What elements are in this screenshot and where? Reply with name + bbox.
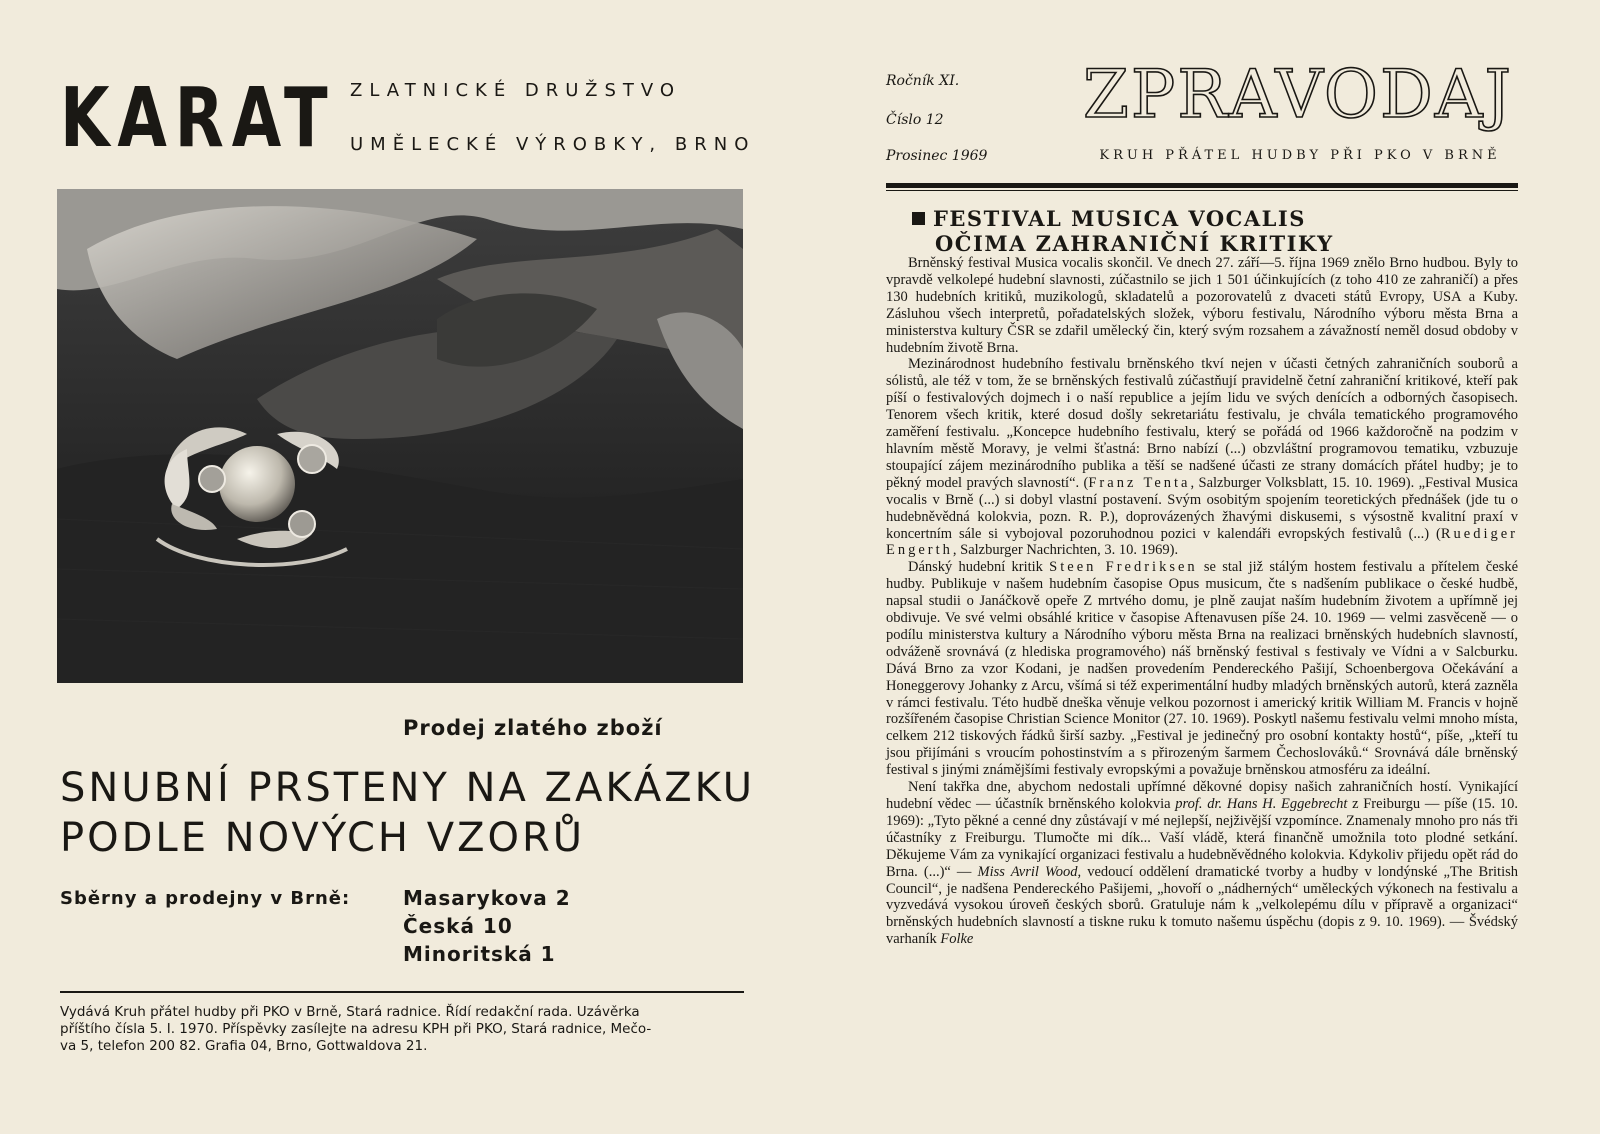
paragraph-text: se stal již stálým hostem festivalu a přítelem české hudby. Publikuje v našem hudebním časopise Opus musicum, čte s nadšením publikace o české hudbě, napsal studii o Janáčkově opeře Z mrtvého domu, je plně zaujat naším hudebním životem a upřímně jej obdivuje. Ve své velmi obsáhlé kritice v časopise Aftenavusen píše 24. 10. 1969 — velmi zasvěceně — o podílu ministerstva kultury a Národního výboru města Brna na realizaci brněnských hudebních slavností, odváženě srovnává (z hlediska programového) náš brněnský festival s festivaly ve Vídni a v Salcburku. Dává Brno za vzor Kodani, je nadšen provedením Pendereckého Pašijí, Schoenbergova Očekávání a Honeggerovy Johanky z Arcu, všímá si též experimentální hudby mladých brněnských autorů, která zazněla v rámci festivalu. Této hudbě dneška věnuje velkou pozornost i americký kritik William M. Francis v hojně rozšířeném časopise Christian Science Monitor (27. 10. 1969). Poskytl našemu festivalu velmi mnoho místa, celkem 212 tiskových řádků širší sazby. „Festival je jedinečný pro osobní kontakty hostů“, píše, „kteří tu jsou přijímáni s vroucím pohostinstvím a s přirozeným šarmem Čechoslováků.“ Srovnává dále brněnský festival s jinými známějšími festivaly evropskými a považuje brněnskou atmosféru za ideální. <box>886 559 1518 779</box>
ring-photo <box>57 189 743 683</box>
volume-number: Ročník XI. <box>886 73 960 89</box>
sale-line: Prodej zlatého zboží <box>403 716 663 740</box>
critic-name: Steen Fredriksen <box>1049 559 1198 576</box>
paragraph-text: Dánský hudební kritik <box>908 559 1050 576</box>
shops-label: Sběrny a prodejny v Brně: <box>60 888 351 909</box>
headline-line-1: SNUBNÍ PRSTENY NA ZAKÁZKU <box>60 765 756 811</box>
paragraph-text: Mezinárodnost hudebního festivalu brněnského tkví nejen v účasti četných zahraničních souborů a sólistů, ale též v tom, že se brněnských festivalů zúčastňují pravidelně četní zahraniční kritikové, kteří pak píší o festivalových dojmech i o naší republice a jejím lidu ve svých denících a odborných časopisech. Tenorem všech kritik, které dosud došly sekretariátu festivalu, je chvála tematického programového zaměření festivalu. „Koncepce hudebního festivalu, který se pořádá od 1966 každoročně na podzim v hlavním městě Moravy, je velmi šťastná: Brno nabízí (...) obzvláštní programovou tematiku, vzbuzuje stoupající zájem mezinárodního publika a těší se nadšené účasti ze strany domácích přátel hudby; je to pěkný model pravých slavností“. ( <box>886 356 1518 491</box>
karat-logo: KARAT <box>60 71 336 166</box>
article-title-line-2: OČIMA ZAHRANIČNÍ KRITIKY <box>935 231 1334 256</box>
person-name: Miss Avril Wood, <box>977 863 1082 880</box>
brand-subtitle-products: UMĚLECKÉ VÝROBKY, BRNO <box>350 134 756 155</box>
shops-list <box>403 884 571 968</box>
person-name: Folke <box>940 931 974 948</box>
issue-number: Číslo 12 <box>886 112 944 128</box>
paragraph-text: z Freiburgu — píše (15. 10. 1969): „Tyto pěkné a cenné dny zůstávají v mé nejlepší, nejživější vzpomínce. Znamenaly mnoho pro nás tři účastníky z Freiburgu. Tlumočte mi dík... Vaší vládě, která finančně umožnila toto plodné setkání. Děkujeme Vám za vynikající organizaci festivalu a hudebněvědného kolokvia. Kdykoliv přijedu opět rád do Brna. (...)“ — <box>886 796 1518 880</box>
article-paragraph <box>886 356 1518 559</box>
paragraph-text: vedoucí oddělení dramatické tvorby a hudby v londýnské „The British Council“, je nadšena Pendereckého Pašijemi, „hovoří o „nádherných“ uměleckých výkonech na festivalu a vyzvedává vysokou úroveň českých sborů. Gratuluje nám k „velkolepému dílu v přípravě a organizaci“ brněnských hudebních slavností a tiskne ruku k tomuto našemu úspěchu (dopis z 9. 10. 1969). — Švédský varhaník <box>886 863 1518 948</box>
masthead-subtitle: KRUH PŘÁTEL HUDBY PŘI PKO V BRNĚ <box>1099 148 1501 163</box>
article-body <box>886 255 1518 948</box>
person-name: prof. dr. Hans H. Eggebrecht <box>1175 796 1348 812</box>
shop-address: Masarykova 2 <box>403 886 571 910</box>
divider <box>60 991 744 993</box>
imprint-line: va 5, telefon 200 82. Grafia 04, Brno, Gottwaldova 21. <box>60 1038 428 1054</box>
article-title <box>912 206 1334 256</box>
imprint <box>60 1004 710 1055</box>
article-paragraph <box>886 779 1518 948</box>
masthead-rule <box>886 183 1518 188</box>
square-bullet-icon <box>912 212 925 225</box>
article-paragraph <box>886 559 1518 779</box>
imprint-line: příštího čísla 5. I. 1970. Příspěvky zasílejte na adresu KPH při PKO, Stará radnice, Mečo- <box>60 1021 652 1037</box>
article-paragraph: Brněnský festival Musica vocalis skončil. Ve dnech 27. září—5. října 1969 znělo Brno hudbou. Byly to vpravdě velkolepé hudební slavnosti, zúčastnilo se jich 1 501 účinkujících (z toho 410 ze zahraničí) a přes 130 hudebních kritiků, muzikologů, skladatelů a pozorovatelů z dvaceti států Evropy, USA a Kuby. Zásluhou všech interpretů, pořadatelských složek, výboru festivalu, Národního výboru města Brna a ministerstva kultury ČSR se zdařil umělecký čin, který svým rozsahem a závažností neměl dosud obdoby v hudebním životě Brna. <box>886 255 1518 356</box>
paragraph-text: , Salzburger Volksblatt, 15. 10. 1969). „Festival Musica vocalis v Brně (...) si dobyl vlastní postavení. Svým osobitým spojením teoretických přednášek (jde tu o hudebněvědná kolokvia, pozn. R. P.), doprovázených žhavými diskusemi, s výsostně kvalitní praxí v koncertním sále si vybojoval pozoruhodnou pozici v kalendáři evropských festivalů (...) ( <box>886 474 1518 542</box>
headline-line-2: PODLE NOVÝCH VZORŮ <box>60 815 586 861</box>
paragraph-text: , Salzburger Nachrichten, 3. 10. 1969). <box>952 542 1179 559</box>
paragraph-text: Není takřka dne, abychom nedostali upřímné děkovné dopisy našich zahraničních hostí. Vynikající hudební vědec — účastník brněnského kolokvia <box>886 779 1518 812</box>
issue-date: Prosinec 1969 <box>886 148 988 164</box>
shop-address: Minoritská 1 <box>403 942 556 966</box>
masthead-rule-thin <box>886 190 1518 191</box>
article-title-line-1: FESTIVAL MUSICA VOCALIS <box>933 206 1306 231</box>
masthead-title: ZPRAVODAJ <box>1083 56 1513 133</box>
critic-name: Franz Tenta <box>1088 474 1191 491</box>
imprint-line: Vydává Kruh přátel hudby při PKO v Brně, Stará radnice. Řídí redakční rada. Uzávěrka <box>60 1004 640 1020</box>
shop-address: Česká 10 <box>403 914 513 938</box>
critic-name: Ruediger Engerth <box>886 525 1518 559</box>
brand-subtitle-cooperative: ZLATNICKÉ DRUŽSTVO <box>350 80 682 101</box>
zpravodaj-page <box>800 0 1600 1134</box>
